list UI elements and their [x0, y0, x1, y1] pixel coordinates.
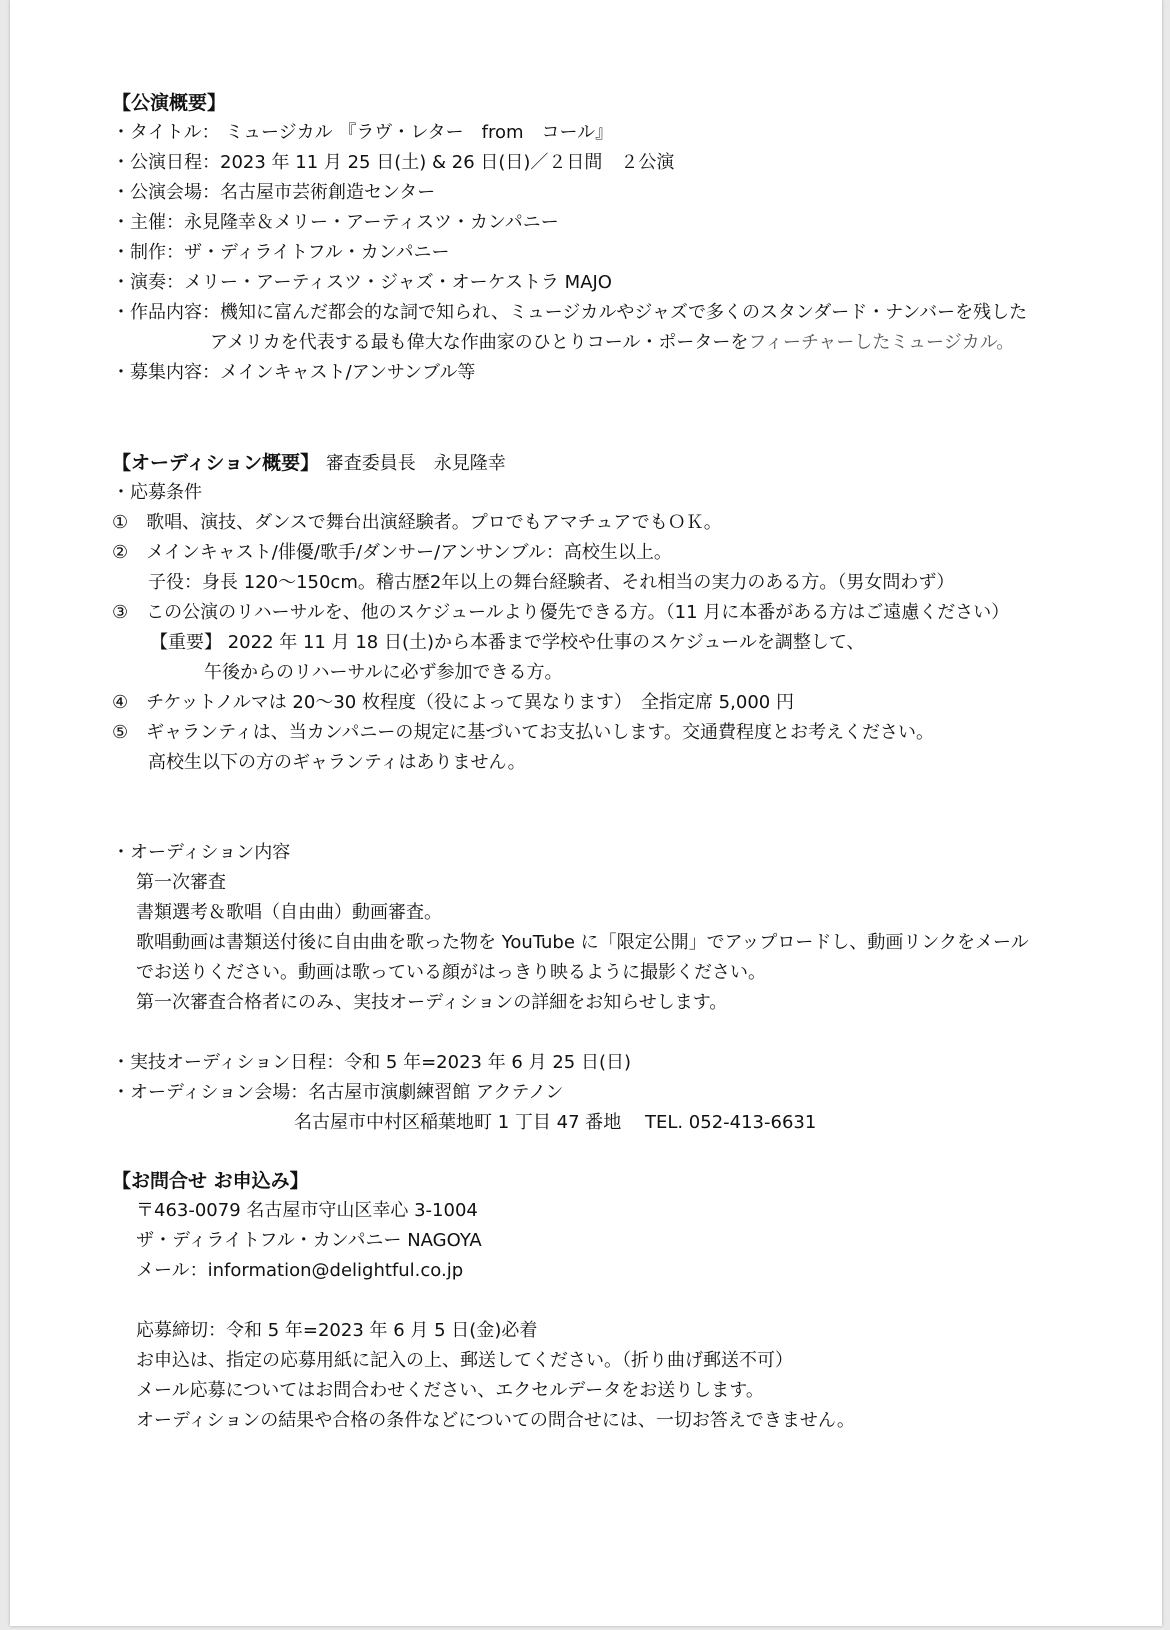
- overview-content-line2: [210, 332, 1014, 354]
- audition-condition-2-sub: 子役：身長 120～150cm。稽古歴2年以上の舞台経験者、それ相当の実力のある方。（男女問わず）: [148, 572, 955, 593]
- contact-heading: 【お問合せ お申込み】: [112, 1170, 309, 1192]
- audition-first-line4: 第一次審査合格者にのみ、実技オーディションの詳細をお知らせします。: [136, 992, 728, 1013]
- overview-venue: ・公演会場：名古屋市芸術創造センター: [112, 182, 436, 203]
- overview-recruit: ・募集内容：メインキャスト/アンサンブル等: [112, 362, 476, 383]
- overview-organizer: ・主催：永見隆幸＆メリー・アーティスツ・カンパニー: [112, 212, 559, 233]
- overview-content-line2b: フィーチャーしたミュージカル。: [748, 332, 1015, 353]
- audition-condition-2: ② メインキャスト/俳優/歌手/ダンサー/アンサンブル：高校生以上。: [112, 542, 672, 563]
- audition-condition-3-important: 【重要】 2022 年 11 月 18 日(土)から本番まで学校や仕事のスケジュールを調整して、: [150, 632, 865, 653]
- audition-first-line3: でお送りください。動画は歌っている顔がはっきり映るように撮影ください。: [136, 962, 766, 983]
- overview-dates: ・公演日程：2023 年 11 月 25 日(土) & 26 日(日)／２日間 ２公演: [112, 152, 675, 173]
- audition-first-line1: 書類選考＆歌唱（自由曲）動画審査。: [136, 902, 442, 923]
- overview-performance: ・演奏：メリー・アーティスツ・ジャズ・オーケストラ MAJO: [112, 272, 612, 293]
- overview-production: ・制作：ザ・ディライトフル・カンパニー: [112, 242, 450, 263]
- audition-venue-address: 名古屋市中村区稲葉地町 1 丁目 47 番地 TEL. 052-413-6631: [294, 1112, 817, 1133]
- audition-content-label: ・オーディション内容: [112, 842, 291, 863]
- audition-first-line2: 歌唱動画は書類送付後に自由曲を歌った物を YouTube に「限定公開」でアップロードし、動画リンクをメール: [136, 932, 1029, 953]
- overview-content-line2a: アメリカを代表する最も偉大な作曲家のひとりコール・ポーターを: [210, 332, 749, 353]
- contact-note-1: お申込は、指定の応募用紙に記入の上、郵送してください。（折り曲げ郵送不可）: [136, 1350, 793, 1371]
- audition-condition-3: ③ この公演のリハーサルを、他のスケジュールより優先できる方。（11 月に本番がある方はご遠慮ください）: [112, 602, 1010, 623]
- overview-title: ・タイトル： ミュージカル 『ラヴ・レター from コール』: [112, 122, 614, 143]
- audition-condition-5: ⑤ ギャランティは、当カンパニーの規定に基づいてお支払いします。交通費程度とお考えください。: [112, 722, 934, 743]
- audition-heading-title: 【オーディション概要】: [112, 452, 320, 474]
- audition-condition-3-important-cont: 午後からのリハーサルに必ず参加できる方。: [204, 662, 563, 683]
- audition-condition-5-sub: 高校生以下の方のギャランティはありません。: [148, 752, 526, 773]
- audition-first-label: 第一次審査: [136, 872, 226, 893]
- overview-content-line1: ・作品内容：機知に富んだ都会的な詞で知られ、ミュージカルやジャズで多くのスタンダード・ナンバーを残した: [112, 302, 1028, 323]
- audition-condition-4: ④ チケットノルマは 20～30 枚程度（役によって異なります） 全指定席 5,000 円: [112, 692, 794, 713]
- document-page: [10, 0, 1162, 1626]
- audition-conditions-label: ・応募条件: [112, 482, 202, 503]
- contact-note-2: メール応募についてはお問合わせください、エクセルデータをお送りします。: [136, 1380, 764, 1401]
- audition-practical-date: ・実技オーディション日程：令和 5 年=2023 年 6 月 25 日(日): [112, 1052, 631, 1073]
- contact-deadline: 応募締切：令和 5 年=2023 年 6 月 5 日(金)必着: [136, 1320, 538, 1341]
- contact-note-3: オーディションの結果や合格の条件などについての問合せには、一切お答えできません。: [136, 1410, 855, 1431]
- audition-venue: ・オーディション会場：名古屋市演劇練習館 アクテノン: [112, 1082, 564, 1103]
- audition-heading: [112, 452, 506, 475]
- audition-heading-sub: 審査委員長 永見隆幸: [325, 453, 506, 474]
- contact-mail: メール：information@delightful.co.jp: [136, 1260, 464, 1281]
- contact-company: ザ・ディライトフル・カンパニー NAGOYA: [136, 1230, 482, 1251]
- audition-condition-1: ① 歌唱、演技、ダンスで舞台出演経験者。プロでもアマチュアでもＯＫ。: [112, 512, 722, 533]
- overview-heading: 【公演概要】: [112, 92, 227, 114]
- contact-postal: 〒463-0079 名古屋市守山区幸心 3-1004: [136, 1200, 478, 1221]
